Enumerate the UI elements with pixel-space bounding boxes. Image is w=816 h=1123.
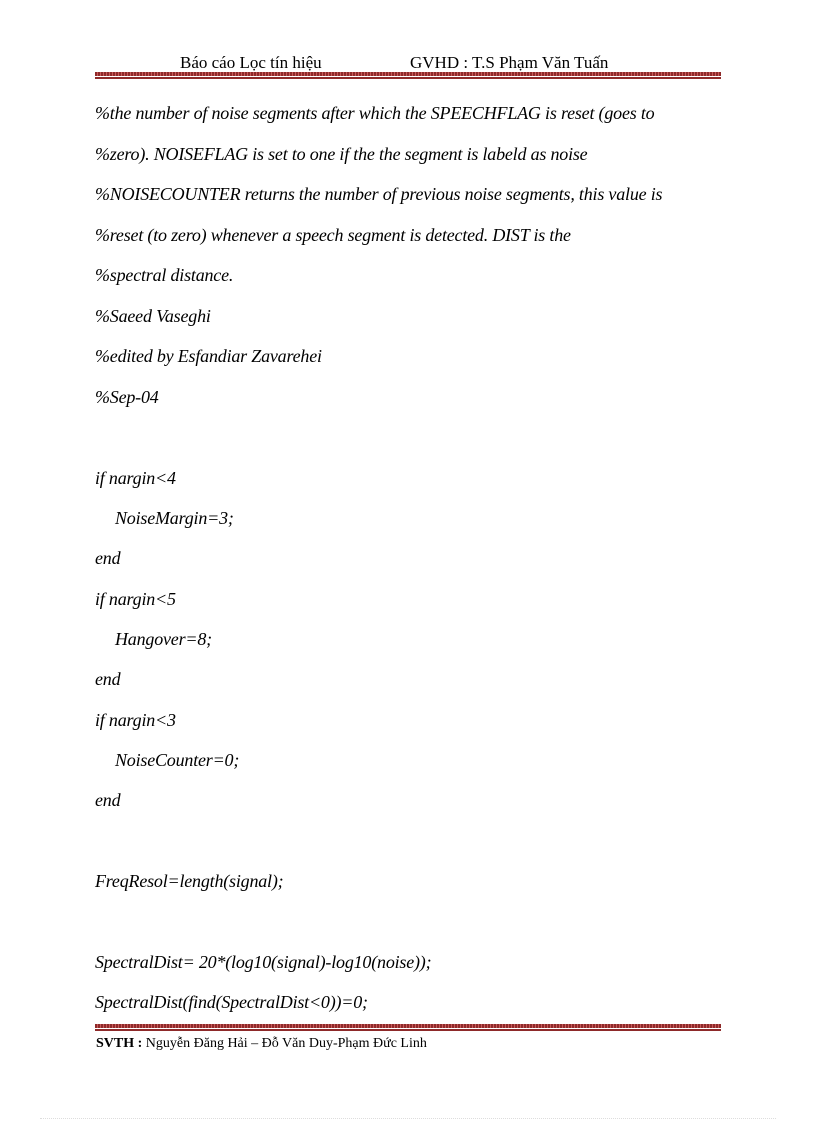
code-line: Hangover=8; bbox=[115, 629, 212, 649]
page-footer bbox=[96, 1036, 427, 1052]
code-line: end bbox=[95, 790, 121, 810]
page-edge-divider bbox=[40, 1118, 776, 1119]
code-line: if nargin<3 bbox=[95, 710, 176, 730]
code-comment-line: %zero). NOISEFLAG is set to one if the the segment is labeld as noise bbox=[95, 144, 588, 164]
code-line: if nargin<4 bbox=[95, 468, 176, 488]
code-line: SpectralDist(find(SpectralDist<0))=0; bbox=[95, 992, 368, 1012]
student-names: Nguyễn Đăng Hải – Đỗ Văn Duy-Phạm Đức Linh bbox=[145, 1036, 427, 1051]
code-comment-line: %the number of noise segments after which the SPEECHFLAG is reset (goes to bbox=[95, 103, 655, 123]
supervisor-name: GVHD : T.S Phạm Văn Tuấn bbox=[410, 53, 609, 72]
report-title: Báo cáo Lọc tín hiệu bbox=[180, 53, 322, 72]
code-line: FreqResol=length(signal); bbox=[95, 871, 284, 891]
code-line: NoiseCounter=0; bbox=[115, 750, 240, 770]
code-line: SpectralDist= 20*(log10(signal)-log10(noise)); bbox=[95, 952, 432, 972]
header-divider bbox=[95, 72, 721, 79]
code-comment-line: %reset (to zero) whenever a speech segment is detected. DIST is the bbox=[95, 225, 571, 245]
code-line: end bbox=[95, 669, 121, 689]
footer-divider bbox=[95, 1024, 721, 1031]
code-comment-line: %spectral distance. bbox=[95, 265, 234, 285]
code-comment-line: %Saeed Vaseghi bbox=[95, 306, 211, 326]
code-line: end bbox=[95, 548, 121, 568]
code-line: if nargin<5 bbox=[95, 589, 176, 609]
code-comment-line: %Sep-04 bbox=[95, 387, 159, 407]
code-line: NoiseMargin=3; bbox=[115, 508, 234, 528]
code-comment-line: %edited by Esfandiar Zavarehei bbox=[95, 346, 322, 366]
footer-label: SVTH : bbox=[96, 1036, 143, 1051]
code-comment-line: %NOISECOUNTER returns the number of previous noise segments, this value is bbox=[95, 184, 663, 204]
